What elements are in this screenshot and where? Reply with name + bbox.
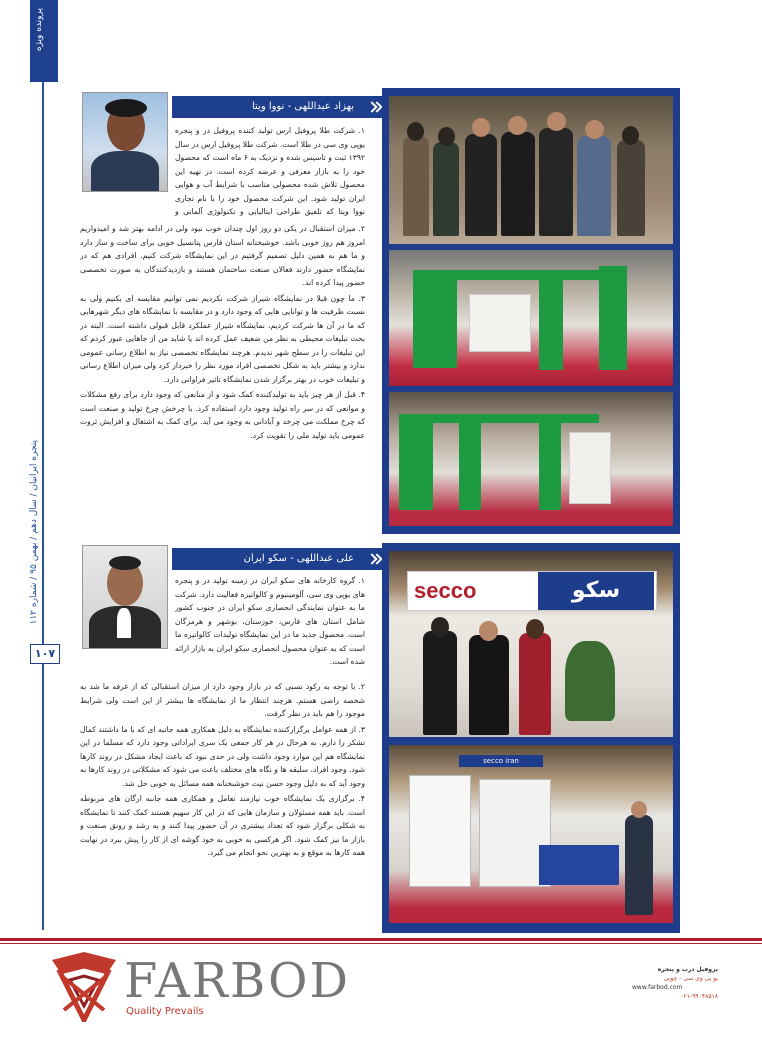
farbod-logo-text: FARBOD	[124, 953, 350, 1009]
farbod-slogan: Quality Prevails	[126, 1006, 204, 1017]
photo-column	[382, 543, 680, 933]
booth-small-sign: secco iran	[459, 755, 543, 767]
interviewee-name-bar	[172, 96, 390, 118]
advert-website: www.farbod.com	[632, 984, 683, 991]
booth-photo	[389, 392, 673, 526]
interviewee-name: علی عبداللهی - سکو ایران	[243, 553, 354, 564]
answer-2: ۲. میزان استقبال در یکی دو روز اول چندان خوب نبود ولی در ادامه بهتر شد و امیدواریم امروز هم روز خوبی باشد. خوشبختانه استان فارس پتانسیل خوبی برای ساخت و ساز دارد و ما هم به همین دلیل تصمیم گرفتیم در این نمایشگاه شرکت کنیم. افرادی هم که در نمایشگاه حضور دارند فعالان صنعت ساختمان هستند و بازدیدکنندگان به صورت تخصصی حضور پیدا کرده اند.	[80, 224, 365, 287]
group-photo	[389, 96, 673, 244]
footer-rule	[0, 943, 762, 944]
interview-text-wrap	[175, 124, 365, 216]
interview-text-wrap	[175, 574, 365, 674]
advert-phone: ۰۲۱-۹۹۰۴۸۵۱۸	[680, 993, 718, 1000]
answer-4: ۴. برگزاری یک نمایشگاه خوب نیازمند تعامل و همکاری همه جانبه ارگان های مربوطه است. باید همه مسئولان و سازمان هایی که در این کار سهیم هستند کمک کنند تا نمایشگاه به شکلی برگزار شود که تعداد بیشتری در آن حضور پیدا کنند و به رشد و رونق صنعت و بازار ما نیز کمک شود. اگر هرکسی به خوبی به خود گوشه ای از کار را پیش ببرد در نهایت همه کارها به موقع و به بهترین نحو انجام می گیرد.	[80, 794, 365, 857]
answer-1-lead: ۱. شرکت طلا پروفیل ارس تولید کننده پروفیل در و پنجره یوپی وی سی در طلا است. شرکت طلا پروفیل ارس در سال ۱۳۹۲ ثبت و تاسیس شده و نزدیک به ۶ ماه است که محصول خود را به بازار معرفی و عرضه کرده است. در تهیه این محصول تلاش شده محصولی مناسب با شرایط آب و هوایی ایران تولید شود. این شرکت محصول خود را با نام تجاری نووا ویتا که تلفیق طراحی ایتالیایی و تکنولوژی آلمانی و	[175, 126, 365, 216]
portrait-ali	[82, 545, 168, 649]
footer-rule	[0, 938, 762, 941]
section-tab-label: پرونده ویژه	[34, 8, 44, 52]
answer-2: ۲. با توجه به رکود نسبی که در بازار وجود دارد از میزان استقبالی که از غرفه ما شد به شخصه راضی هستم. هرچند انتظار ما از نمایشگاه ها بیشتر از این است ولی شرایط موجود را هم باید در نظر گرفت.	[80, 682, 365, 718]
answer-3: ۳. ما چون قبلا در نمایشگاه شیراز شرکت نکردیم نمی توانیم مقایسه ای بکنیم ولی به نسبت ظرفیت ها و توانایی هایی که وجود دارد و در مقایسه با نمایشگاه های دیگر شهرهایی که ما در آن ها شرکت کردیم، نمایشگاه شیراز عملکرد قابل قبولی داشته است. البته در بحث تبلیغات محیطی به نظر من ضعیف عمل کرده اند یا شاید من از جاهایی عبور کردم که این تبلیغات را در سطح شهر ندیدم. هرچند نمایشگاه تخصصی نیاز به اطلاع رسانی عمومی ندارد و بیشتر باید به شکل تخصصی افراد مورد نظر را خبردار کرد ولی میزان اطلاع رسانی و تبلیغات خوب در بهتر برگزار شدن نمایشگاه تاثیر فراوانی دارد.	[80, 293, 365, 384]
advert-block	[632, 965, 718, 1001]
interviewee-name: بهزاد عبداللهی - نووا ویتا	[251, 101, 354, 112]
secco-booth-photo	[389, 745, 673, 923]
booth-photo	[389, 250, 673, 386]
interview-text	[80, 222, 365, 528]
secco-booth-photo	[389, 551, 673, 737]
chevron-right-icon	[368, 552, 382, 566]
secco-sign-persian: سکو	[538, 572, 654, 610]
secco-sign	[407, 571, 657, 611]
advert-line: یو پی وی سی - چوبی	[663, 975, 718, 982]
secco-sign-latin: secco	[414, 578, 477, 603]
interviewee-name-bar	[172, 548, 390, 570]
margin-rule	[42, 82, 44, 930]
answer-1-lead: ۱. گروه کارخانه های سکو ایران در زمینه تولید در و پنجره های یوپی وی سی، آلومینیوم و کالوانیزه فعالیت دارد. شرکت ما به عنوان نمایندگی انحصاری سکو ایران در جنوب کشور شامل استان های فارس، خوزستان، بوشهر و هرمزگان است. محصول جدید ما در این نمایشگاه تولیدات کالوانیزه ما است که به عنوان محصول انحصاری سکو ایران به بازار ارائه شده است.	[175, 576, 365, 666]
chevron-right-icon	[368, 100, 382, 114]
photo-column	[382, 88, 680, 534]
advert-line: پروفیل درب و پنجره	[657, 966, 718, 973]
portrait-behzad	[82, 92, 168, 192]
interview-text	[80, 680, 365, 926]
issue-info: پنجره ایرانیان / سال دهم / بهمن ۹۵ / شماره ۱۱۲	[29, 440, 39, 625]
section-tab	[30, 0, 58, 82]
page-number: ۱۰۷	[30, 644, 60, 664]
answer-3: ۳. از همه عوامل برگزارکننده نمایشگاه به دلیل همکاری همه جانبه ای که با ما داشتند کمال تشکر را دارم. به هرحال در هر کار جمعی یک سری ایراداتی وجود دارد که مسلما در این نمایشگاه هم این موارد وجود داشت ولی در حدی نبود که باعث ایجاد مشکل در روند کارها شود. وجود افراد، سلیقه ها و نگاه های مختلف باعث می شود که مشکلاتی در روند کارها به وجود آید که به دلیل وجود حسن نیت خوشبختانه همه مسائل به خوبی حل شد.	[80, 724, 365, 788]
answer-4: ۴. قبل از هر چیز باید به تولیدکننده کمک شود و از منابعی که وجود دارد برای رفع مشکلات و موانعی که در سر راه تولید وجود دارد استفاده کرد. با چرخش چرخ تولید و صنعت است که چرخ مملکت می چرخد و آبادانی به وجود می آید. برای کمک به اشتغال و افزایش ثروت عمومی باید تولید ملی را تقویت کرد.	[80, 390, 365, 440]
farbod-emblem-icon	[48, 950, 120, 1022]
